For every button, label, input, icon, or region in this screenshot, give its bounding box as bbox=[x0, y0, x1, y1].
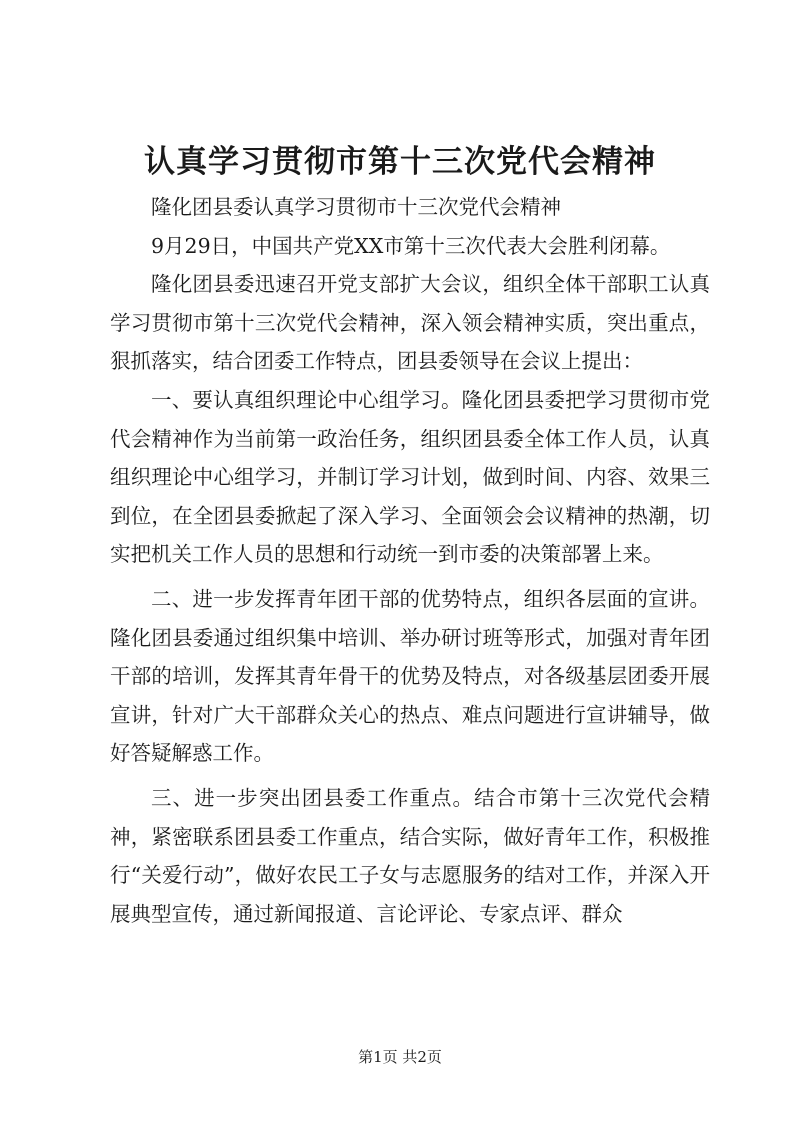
body-paragraph: 三、进一步突出团县委工作重点。结合市第十三次党代会精神，紧密联系团县委工作重点，结合实际，做好青年工作，积极推行“关爱行动”，做好农民工子女与志愿服务的结对工作，并深入开展典型宣传，通过新闻报道、言论评论、专家点评、群众 bbox=[110, 785, 710, 926]
body-paragraph: 9月29日，中国共产党XX市第十三次代表大会胜利闭幕。 bbox=[151, 233, 671, 258]
body-paragraph: 隆化团县委迅速召开党支部扩大会议，组织全体干部职工认真学习贯彻市第十三次党代会精神，深入领会精神实质，突出重点，狠抓落实，结合团委工作特点，团县委领导在会议上提出： bbox=[110, 272, 710, 374]
subtitle-paragraph: 隆化团县委认真学习贯彻市十三次党代会精神 bbox=[151, 195, 561, 219]
document-title: 认真学习贯彻市第十三次党代会精神 bbox=[144, 144, 656, 180]
body-paragraph: 二、进一步发挥青年团干部的优势特点，组织各层面的宣讲。隆化团县委通过组织集中培训、举办研讨班等形式，加强对青年团干部的培训，发挥其青年骨干的优势及特点，对各级基层团委开展宣讲，针对广大干部群众关心的热点、难点问题进行宣讲辅导，做好答疑解惑工作。 bbox=[110, 586, 710, 766]
body-paragraph: 一、要认真组织理论中心组学习。隆化团县委把学习贯彻市党代会精神作为当前第一政治任务，组织团县委全体工作人员，认真组织理论中心组学习，并制订学习计划，做到时间、内容、效果三到位，在全团县委掀起了深入学习、全面领会会议精神的热潮，切实把机关工作人员的思想和行动统一到市委的决策部署上来。 bbox=[110, 387, 710, 567]
page-footer: 第1页 共2页 bbox=[358, 1048, 442, 1066]
document-body bbox=[110, 188, 710, 933]
